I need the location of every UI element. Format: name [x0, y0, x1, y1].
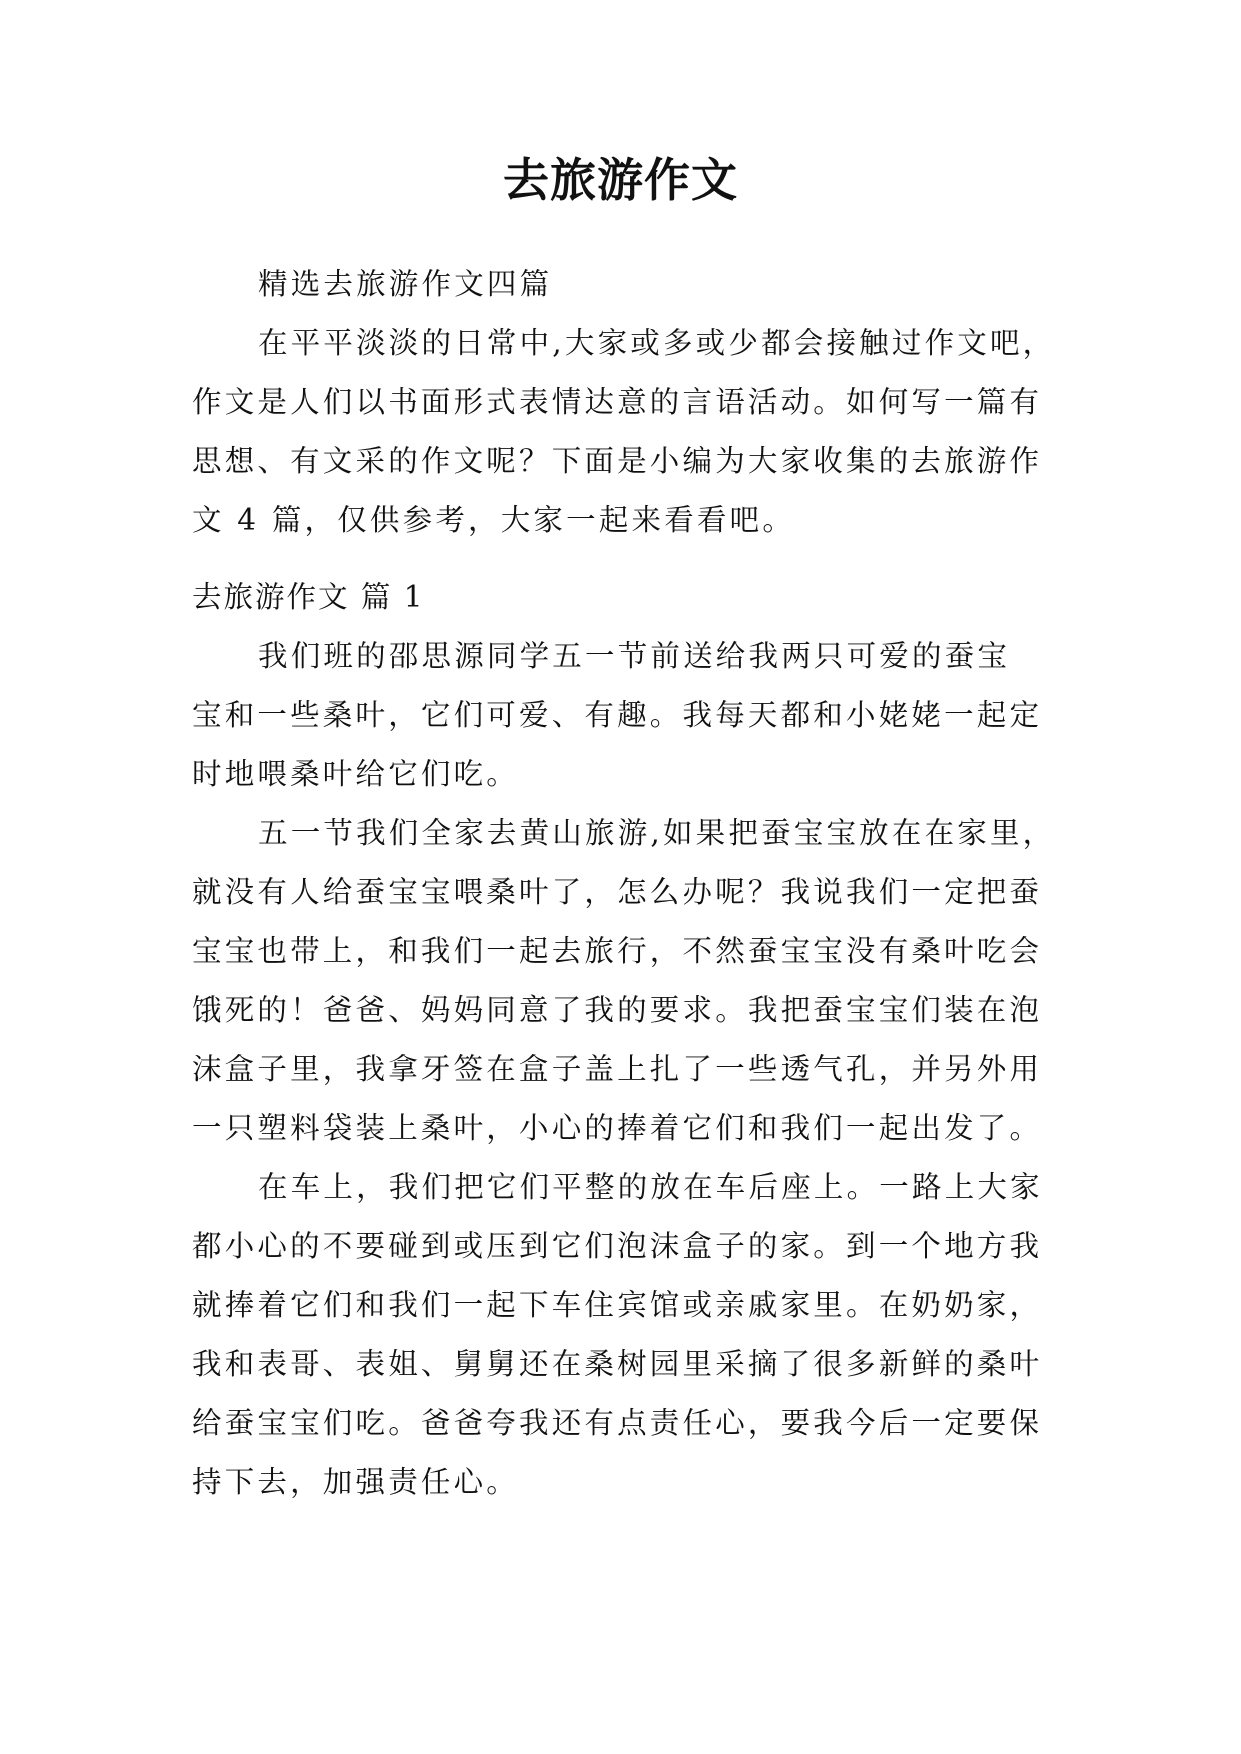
paragraph-line: 沫盒子里，我拿牙签在盒子盖上扎了一些透气孔，并另外用 [192, 1052, 1043, 1086]
intro-line: 思想、有文采的作文呢？下面是小编为大家收集的去旅游作 [192, 444, 1043, 478]
paragraph-line: 就捧着它们和我们一起下车住宾馆或亲戚家里。在奶奶家， [192, 1288, 1043, 1322]
intro-line: 在平平淡淡的日常中,大家或多或少都会接触过作文吧， [258, 326, 1056, 360]
paragraph-line: 我和表哥、表姐、舅舅还在桑树园里采摘了很多新鲜的桑叶 [192, 1347, 1043, 1381]
intro-block [192, 255, 1056, 550]
paragraph-line: 宝宝也带上，和我们一起去旅行，不然蚕宝宝没有桑叶吃会 [192, 934, 1043, 968]
paragraph-line: 持下去，加强责任心。 [192, 1465, 520, 1499]
paragraph-line: 都小心的不要碰到或压到它们泡沫盒子的家。到一个地方我 [192, 1229, 1043, 1263]
intro-line: 文 4 篇，仅供参考，大家一起来看看吧。 [192, 503, 796, 537]
paragraph-line: 在车上，我们把它们平整的放在车后座上。一路上大家 [258, 1170, 1043, 1204]
section-heading: 去旅游作文 篇 1 [192, 580, 425, 614]
intro-subtitle: 精选去旅游作文四篇 [258, 267, 553, 301]
paragraph-line: 一只塑料袋装上桑叶，小心的捧着它们和我们一起出发了。 [192, 1111, 1043, 1145]
paragraph-line: 就没有人给蚕宝宝喂桑叶了，怎么办呢？我说我们一定把蚕 [192, 875, 1043, 909]
paragraph-line: 我们班的邵思源同学五一节前送给我两只可爱的蚕宝 [258, 639, 1011, 673]
paragraph-line: 给蚕宝宝们吃。爸爸夸我还有点责任心，要我今后一定要保 [192, 1406, 1043, 1440]
paragraph-line: 饿死的！爸爸、妈妈同意了我的要求。我把蚕宝宝们装在泡 [192, 993, 1043, 1027]
paragraph-line: 五一节我们全家去黄山旅游,如果把蚕宝宝放在在家里， [258, 816, 1056, 850]
paragraph-line: 时地喂桑叶给它们吃。 [192, 757, 520, 791]
paragraph-line: 宝和一些桑叶，它们可爱、有趣。我每天都和小姥姥一起定 [192, 698, 1043, 732]
essay-block [192, 627, 1056, 1512]
intro-line: 作文是人们以书面形式表情达意的言语活动。如何写一篇有 [192, 385, 1043, 419]
document-title: 去旅游作文 [503, 153, 738, 207]
